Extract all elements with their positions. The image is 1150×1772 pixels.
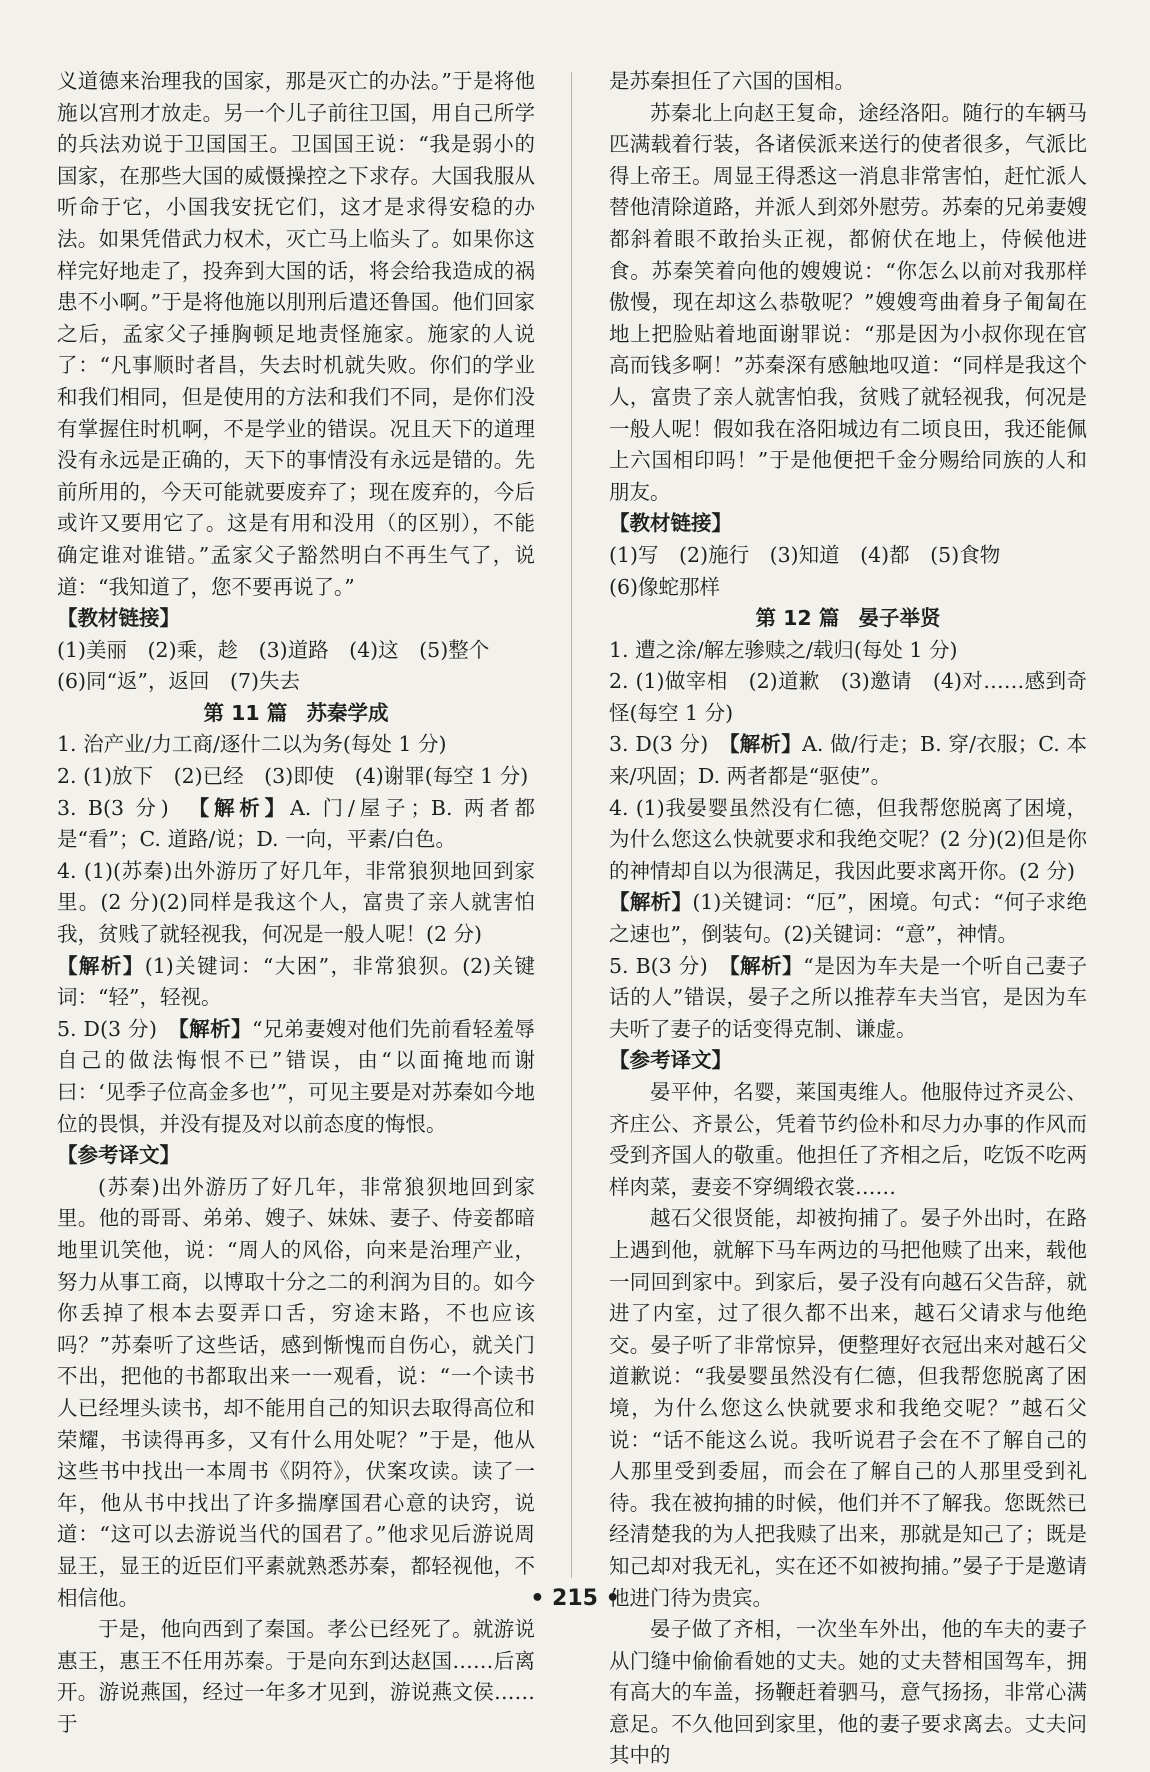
answer-item — [609, 951, 1087, 1046]
analysis-text: “兄弟妻嫂对他们先前看轻羞辱自己的做法悔恨不已”错误，由“以面掩地而谢曰：‘见季子位高金多也’”，可见主要是对苏秦如今地位的畏惧，并没有提及对以前态度的悔恨。 — [57, 1016, 535, 1136]
answer-item: 4. (1)(苏秦)出外游历了好几年，非常狼狈地回到家里。(2 分)(2)同样是我这个人，富贵了亲人就害怕我，贫贱了就轻视我，何况是一般人呢！(2 分) — [57, 858, 535, 947]
analysis-line — [609, 887, 1087, 950]
answer-head: 5. D(3 分) — [57, 1016, 179, 1041]
section-title — [609, 603, 1087, 635]
section-number: 第 11 篇 — [203, 700, 288, 725]
section-tag: 【参考译文】 — [609, 1048, 732, 1073]
column-divider — [571, 72, 572, 1578]
paragraph: 晏平仲，名婴，莱国夷维人。他服侍过齐灵公、齐庄公、齐景公，凭着节约俭朴和尽力办事的作风而受到齐国人的敬重。他担任了齐相之后，吃饭不吃两样肉菜，妻妾不穿绸缎衣裳…… — [609, 1080, 1087, 1199]
analysis-tag: 【解析】 — [729, 732, 803, 757]
analysis-tag: 【解析】 — [729, 953, 804, 978]
paragraph: 于是，他向西到了秦国。孝公已经死了。就游说惠王，惠王不任用苏秦。于是向东到达赵国……后离开。游说燕国，经过一年多才见到，游说燕文侯……于 — [57, 1617, 535, 1736]
answer-item: 4. (1)我晏婴虽然没有仁德，但我帮您脱离了困境，为什么您这么快就要求和我绝交呢？(2 分)(2)但是你的神情却自以为很满足，我因此要求离开你。(2 分) — [609, 795, 1087, 883]
page-number: • 215 • — [530, 1586, 620, 1611]
paragraph: (苏秦)出外游历了好几年，非常狼狈地回到家里。他的哥哥、弟弟、嫂子、妹妹、妻子、侍妾都暗地里讥笑他，说：“周人的风俗，向来是治理产业，努力从事工商，以博取十分之二的利润为目的。如今你丢掉了根本去耍弄口舌，穷途末路，不也应该吗？”苏秦听了这些话，感到惭愧而自伤心，就关门不出，把他的书都取出来一一观看，说：“一个读书人已经埋头读书，却不能用自己的知识去取得高位和荣耀，书读得再多，又有什么用处呢？”于是，他从这些书中找出一本周书《阴符》，伏案攻读。读了一年，他从书中找出了许多揣摩国君心意的诀窍，说道：“这可以去游说当代的国君了。”他求见后游说周显王，显王的近臣们平素就熟悉苏秦，都轻视他，不相信他。 — [57, 1174, 535, 1610]
answer-item: 2. (1)做宰相 (2)道歉 (3)邀请 (4)对……感到奇怪(每空 1 分) — [609, 669, 1087, 725]
analysis-text: “是因为车夫是一个听自己妻子话的人”错误，晏子之所以推荐车夫当官，是因为车夫听了妻子的话变得克制、谦虚。 — [609, 953, 1087, 1041]
answer-head: 3. D(3 分) — [609, 732, 730, 757]
analysis-tag: 【解析】 — [57, 953, 145, 978]
right-column — [609, 66, 1087, 1772]
section-tag: 【教材链接】 — [57, 606, 180, 631]
answer-item: 1. 治产业/力工商/逐什二以为务(每处 1 分) — [57, 732, 447, 757]
analysis-text: (1)关键词：“大困”，非常狼狈。(2)关键词：“轻”，轻视。 — [57, 953, 536, 1010]
section-tag: 【教材链接】 — [609, 511, 732, 536]
left-column — [57, 66, 535, 1740]
analysis-line — [57, 951, 535, 1014]
answer-line: (6)像蛇那样 — [609, 574, 721, 599]
section-tag: 【参考译文】 — [57, 1143, 180, 1168]
answer-line: (6)同“返”，返回 (7)失去 — [57, 669, 301, 694]
analysis-tag: 【解析】 — [609, 890, 693, 915]
answer-item — [57, 793, 535, 856]
paragraph: 是苏秦担任了六国的国相。 — [609, 69, 855, 93]
answer-line: (1)美丽 (2)乘，趁 (3)道路 (4)这 (5)整个 — [57, 637, 490, 662]
section-name: 晏子举贤 — [858, 606, 941, 631]
answer-line: (1)写 (2)施行 (3)知道 (4)都 (5)食物 — [609, 542, 1001, 567]
answer-item — [609, 729, 1087, 792]
answer-head: 3. B(3 分) — [57, 795, 199, 820]
answer-item — [57, 1014, 535, 1140]
analysis-tag: 【解析】 — [178, 1016, 252, 1041]
answer-item: 1. 遭之涂/解左骖赎之/载归(每处 1 分) — [609, 637, 958, 662]
paragraph: 晏子做了齐相，一次坐车外出，他的车夫的妻子从门缝中偷偷看她的丈夫。她的丈夫替相国驾车，拥有高大的车盖，扬鞭赶着驷马，意气扬扬，非常心满意足。不久他回到家里，他的妻子要求离去。丈夫问其中的 — [609, 1617, 1087, 1768]
analysis-text: A. 门/屋子；B. 两者都是“看”；C. 道路/说；D. 一向，平素/白色。 — [57, 795, 535, 852]
analysis-text: A. 做/行走；B. 穿/衣服；C. 本来/巩固；D. 两者都是“驱使”。 — [609, 732, 1087, 789]
analysis-tag: 【解析】 — [198, 795, 290, 820]
answer-head: 5. B(3 分) — [609, 953, 730, 978]
section-number: 第 12 篇 — [755, 606, 840, 631]
paragraph: 义道德来治理我的国家，那是灭亡的办法。”于是将他施以宫刑才放走。另一个儿子前往卫国，用自己所学的兵法劝说于卫国国王。卫国国王说：“我是弱小的国家，在那些大国的威慑操控之下求存。大国我服从听命于它，小国我安抚它们，这才是求得安稳的办法。如果凭借武力权术，灭亡马上临头了。如果你这样完好地走了，投奔到大国的话，将会给我造成的祸患不小啊。”于是将他施以刖刑后遣还鲁国。他们回家之后，孟家父子捶胸顿足地责怪施家。施家的人说了：“凡事顺时者昌，失去时机就失败。你们的学业和我们相同，但是使用的方法和我们不同，是你们没有掌握住时机啊，不是学业的错误。况且天下的道理没有永远是正确的，天下的事情没有永远是错的。先前所用的，今天可能就要废弃了；现在废弃的，今后或许又要用它了。这是有用和没用（的区别），不能确定谁对谁错。”孟家父子豁然明白不再生气了，说道：“我知道了，您不要再说了。” — [57, 69, 535, 599]
section-title — [57, 698, 535, 730]
paragraph: 越石父很贤能，却被拘捕了。晏子外出时，在路上遇到他，就解下马车两边的马把他赎了出来，载他一同回到家中。到家后，晏子没有向越石父告辞，就进了内室，过了很久都不出来，越石父请求与他绝交。晏子听了非常惊异，便整理好衣冠出来对越石父道歉说：“我晏婴虽然没有仁德，但我帮您脱离了困境，为什么您这么快就要求和我绝交呢？”越石父说：“话不能这么说。我听说君子会在不了解自己的人那里受到委屈，而会在了解自己的人那里受到礼待。我在被拘捕的时候，他们并不了解我。您既然已经清楚我的为人把我赎了出来，那就是知己了；既是知己却对我无礼，实在还不如被拘捕。”晏子于是邀请他进门待为贵宾。 — [609, 1206, 1087, 1610]
section-name: 苏秦学成 — [306, 700, 389, 725]
analysis-text: (1)关键词：“厄”，困境。句式：“何子求绝之速也”，倒装句。(2)关键词：“意”，神情。 — [609, 890, 1087, 947]
paragraph: 苏秦北上向赵王复命，途经洛阳。随行的车辆马匹满载着行装，各诸侯派来送行的使者很多，气派比得上帝王。周显王得悉这一消息非常害怕，赶忙派人替他清除道路，并派人到郊外慰劳。苏秦的兄弟妻嫂都斜着眼不敢抬头正视，都俯伏在地上，侍候他进食。苏秦笑着向他的嫂嫂说：“你怎么以前对我那样傲慢，现在却这么恭敬呢？”嫂嫂弯曲着身子匍匐在地上把脸贴着地面谢罪说：“那是因为小叔你现在官高而钱多啊！”苏秦深有感触地叹道：“同样是我这个人，富贵了亲人就害怕我，贫贱了就轻视我，何况是一般人呢！假如我在洛阳城边有二顷良田，我还能佩上六国相印吗！”于是他便把千金分赐给同族的人和朋友。 — [609, 100, 1087, 504]
answer-item: 2. (1)放下 (2)已经 (3)即使 (4)谢罪(每空 1 分) — [57, 764, 529, 789]
